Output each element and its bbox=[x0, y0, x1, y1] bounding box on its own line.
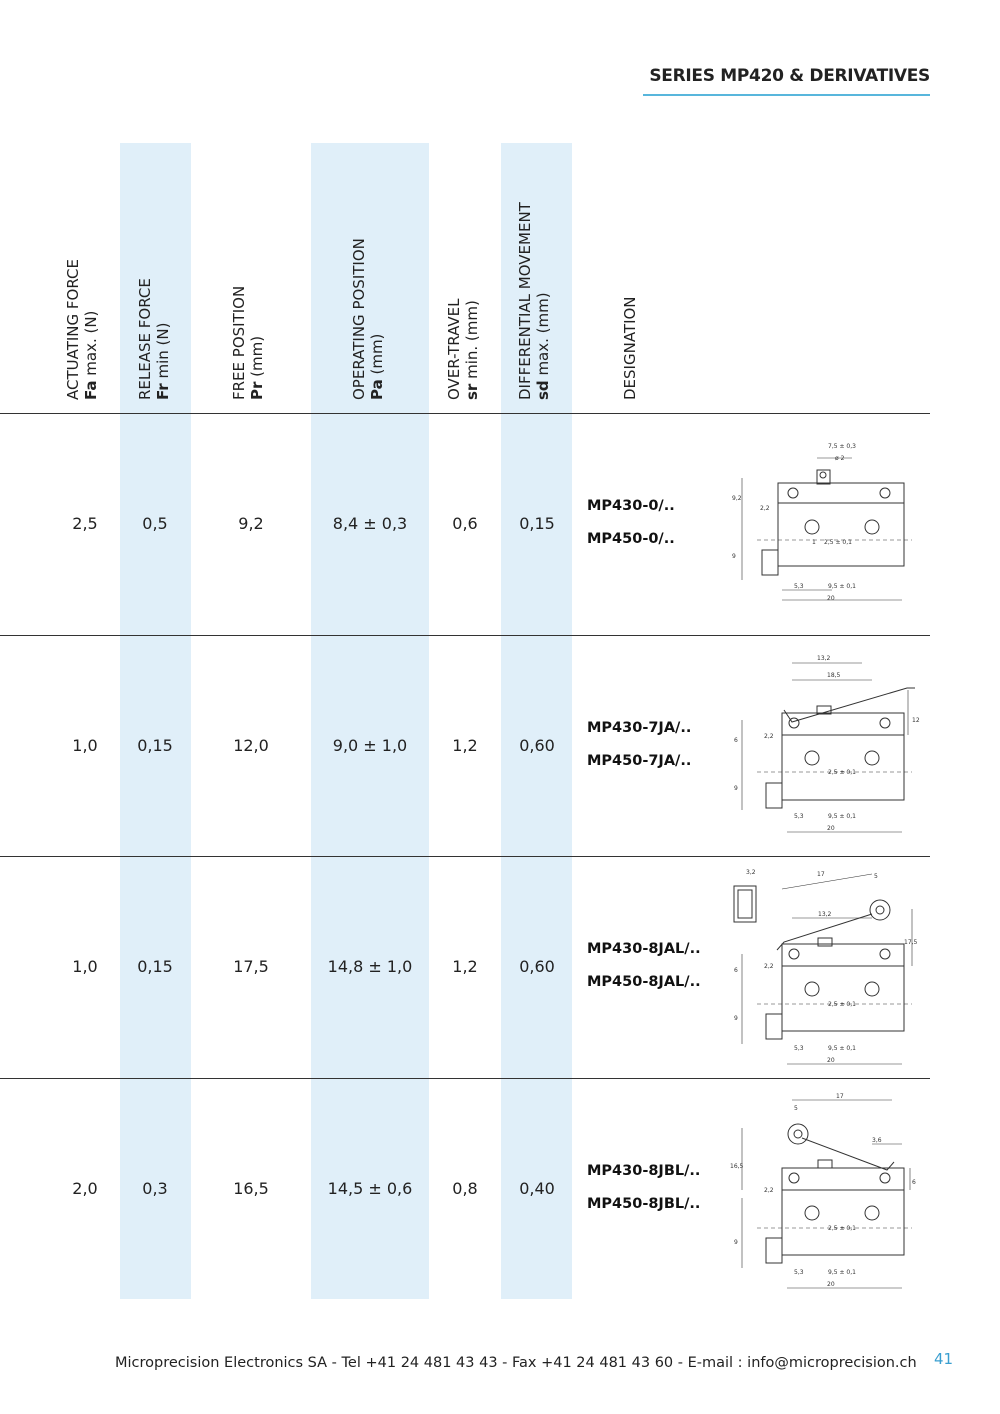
dimension-label: 12 bbox=[912, 717, 920, 724]
dimension-label: 6 bbox=[734, 967, 738, 974]
dimension-label: 5 bbox=[874, 873, 878, 880]
dimension-label: 9 bbox=[732, 553, 736, 560]
cell-sd: 0,60 bbox=[519, 957, 555, 976]
header-operating-position: OPERATING POSITION Pa (mm) bbox=[350, 238, 386, 400]
designation bbox=[587, 933, 701, 999]
dimension-label: 2,2 bbox=[764, 1187, 774, 1194]
dimension-label: 17,5 bbox=[904, 939, 918, 946]
cell-pa: 9,0 ± 1,0 bbox=[332, 736, 408, 755]
designation-mp430: MP430-8JBL/.. bbox=[587, 1163, 701, 1179]
cell-fr: 0,5 bbox=[142, 514, 168, 533]
row-divider bbox=[0, 413, 930, 414]
cell-fa: 1,0 bbox=[72, 736, 98, 755]
row-divider bbox=[0, 856, 930, 857]
dimension-label: 18,5 bbox=[827, 672, 841, 679]
dimension-label: 9,5 ± 0,1 bbox=[828, 1269, 856, 1276]
dimension-label: 5 bbox=[794, 1105, 798, 1112]
dimension-label: 9 bbox=[734, 1239, 738, 1246]
designation bbox=[587, 490, 675, 556]
dimension-label: 13,2 bbox=[818, 911, 832, 918]
cell-pa: 8,4 ± 0,3 bbox=[332, 514, 408, 533]
dimension-label: 9,5 ± 0,1 bbox=[828, 1045, 856, 1052]
dimension-label: 9 bbox=[734, 785, 738, 792]
designation bbox=[587, 1155, 700, 1221]
footer-contact: Microprecision Electronics SA - Tel +41 24 481 43 43 - Fax +41 24 481 43 60 - E-mail : info@microprecision.ch bbox=[115, 1355, 917, 1371]
dimension-label: 7,5 ± 0,3 bbox=[828, 443, 856, 450]
header-over-travel: OVER-TRAVEL sr min. (mm) bbox=[445, 298, 481, 400]
cell-pr: 12,0 bbox=[233, 736, 269, 755]
dimension-label: 9 bbox=[734, 1015, 738, 1022]
dimension-label: 16,5 bbox=[730, 1163, 744, 1170]
dimension-label: ø 2 bbox=[835, 455, 845, 462]
roller-lever-switch-drawing bbox=[722, 864, 922, 1070]
dimension-label: 17 bbox=[817, 871, 825, 878]
designation-mp430: MP430-7JA/.. bbox=[587, 720, 692, 736]
dimension-label: 5,3 bbox=[794, 1045, 804, 1052]
cell-fa: 2,0 bbox=[72, 1179, 98, 1198]
cell-sr: 1,2 bbox=[452, 736, 478, 755]
cell-sr: 0,6 bbox=[452, 514, 478, 533]
cell-fa: 1,0 bbox=[72, 957, 98, 976]
cell-fa: 2,5 bbox=[72, 514, 98, 533]
dimension-label: 9,5 ± 0,1 bbox=[828, 583, 856, 590]
dimension-label: 5,3 bbox=[794, 583, 804, 590]
dimension-label: 2,2 bbox=[760, 505, 770, 512]
dimension-label: 9,2 bbox=[732, 495, 742, 502]
header-differential-movement: DIFFERENTIAL MOVEMENT sd max. (mm) bbox=[516, 202, 552, 400]
series-title: SERIES MP420 & DERIVATIVES bbox=[649, 66, 930, 86]
cell-pa: 14,5 ± 0,6 bbox=[327, 1179, 413, 1198]
dimension-label: 2,2 bbox=[764, 963, 774, 970]
dimension-label: 20 bbox=[827, 1057, 835, 1064]
dimension-label: 6 bbox=[912, 1179, 916, 1186]
header-designation: DESIGNATION bbox=[621, 296, 639, 400]
cell-pr: 16,5 bbox=[233, 1179, 269, 1198]
dimension-label: 2,5 ± 0,1 bbox=[828, 1225, 856, 1232]
header-free-position: FREE POSITION Pr (mm) bbox=[230, 285, 266, 400]
cell-sr: 1,2 bbox=[452, 957, 478, 976]
cell-pr: 17,5 bbox=[233, 957, 269, 976]
cell-sr: 0,8 bbox=[452, 1179, 478, 1198]
dimension-label: 2,2 bbox=[764, 733, 774, 740]
header-actuating-force: ACTUATING FORCE Fa max. (N) bbox=[64, 259, 100, 400]
designation-mp450: MP450-7JA/.. bbox=[587, 753, 692, 769]
designation bbox=[587, 712, 691, 778]
dimension-label: 2,5 ± 0,1 bbox=[828, 1001, 856, 1008]
cell-fr: 0,15 bbox=[137, 736, 173, 755]
designation-mp450: MP450-0/.. bbox=[587, 531, 675, 547]
designation-mp430: MP430-8JAL/.. bbox=[587, 941, 701, 957]
dimension-label: 9,5 ± 0,1 bbox=[828, 813, 856, 820]
cell-fr: 0,15 bbox=[137, 957, 173, 976]
page-number: 41 bbox=[934, 1350, 954, 1368]
row-divider bbox=[0, 635, 930, 636]
dimension-label: 20 bbox=[827, 595, 835, 602]
cell-fr: 0,3 bbox=[142, 1179, 168, 1198]
cell-sd: 0,15 bbox=[519, 514, 555, 533]
designation-mp430: MP430-0/.. bbox=[587, 498, 675, 514]
designation-mp450: MP450-8JBL/.. bbox=[587, 1196, 701, 1212]
dimension-label: 1 bbox=[812, 539, 816, 546]
dimension-label: 3,6 bbox=[872, 1137, 882, 1144]
dimension-label: 2,5 ± 0,1 bbox=[828, 769, 856, 776]
designation-mp450: MP450-8JAL/.. bbox=[587, 974, 701, 990]
reverse-roller-lever-switch-drawing bbox=[722, 1088, 922, 1292]
cell-sd: 0,40 bbox=[519, 1179, 555, 1198]
dimension-label: 17 bbox=[836, 1093, 844, 1100]
series-title-underline bbox=[643, 94, 930, 96]
cell-pr: 9,2 bbox=[238, 514, 264, 533]
dimension-label: 13,2 bbox=[817, 655, 831, 662]
dimension-label: 2,5 ± 0,1 bbox=[824, 539, 852, 546]
row-divider bbox=[0, 1078, 930, 1079]
dimension-label: 5,3 bbox=[794, 1269, 804, 1276]
lever-switch-drawing bbox=[722, 650, 922, 835]
dimension-label: 20 bbox=[827, 1281, 835, 1288]
cell-pa: 14,8 ± 1,0 bbox=[327, 957, 413, 976]
dimension-label: 6 bbox=[734, 737, 738, 744]
plunger-switch-drawing bbox=[722, 440, 922, 606]
header-release-force: RELEASE FORCE Fr min (N) bbox=[136, 278, 172, 400]
cell-sd: 0,60 bbox=[519, 736, 555, 755]
dimension-label: 20 bbox=[827, 825, 835, 832]
dimension-label: 3,2 bbox=[746, 869, 756, 876]
dimension-label: 5,3 bbox=[794, 813, 804, 820]
